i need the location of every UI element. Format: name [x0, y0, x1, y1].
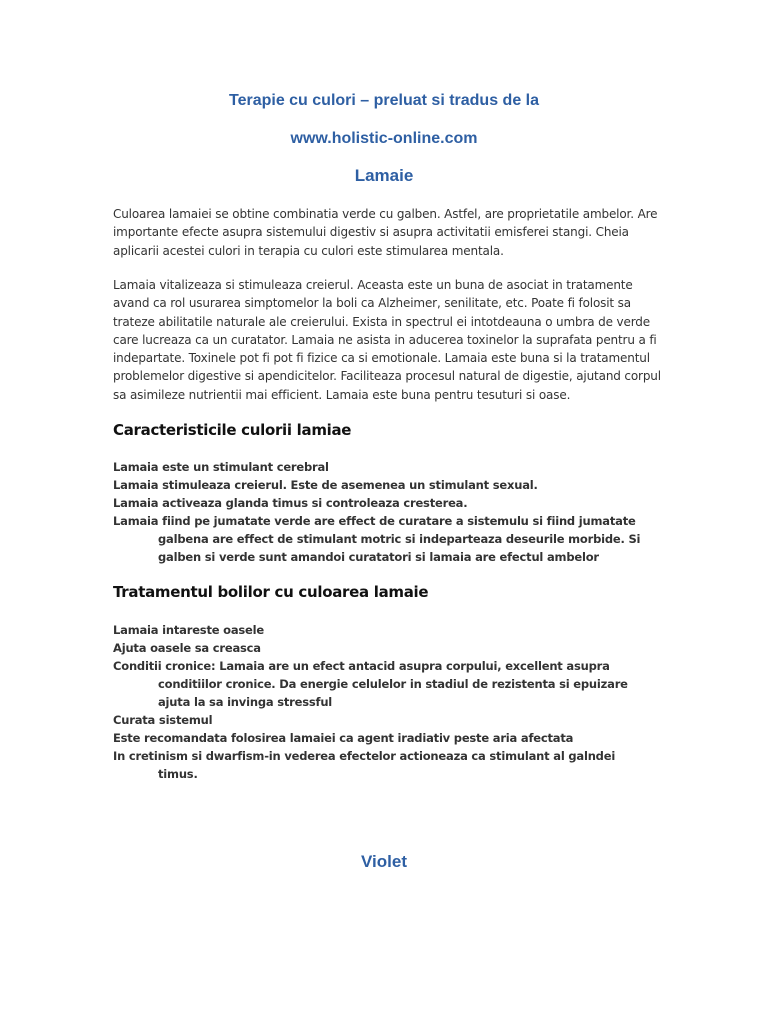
list-item: Curata sistemul [113, 713, 213, 727]
list-item: Lamaia intareste oasele [113, 623, 264, 637]
document-title: Terapie cu culori – preluat si tradus de la [228, 92, 540, 109]
heading-characteristics: Caracteristicile culorii lamiae [113, 421, 352, 439]
section-title-violet: Violet [361, 852, 407, 871]
heading-treatment: Tratamentul bolilor cu culoarea lamaie [113, 583, 429, 601]
list-item: Lamaia este un stimulant cerebral [113, 460, 329, 474]
treatment-list [113, 621, 658, 783]
list-item: Lamaia activeaza glanda timus si controleaza cresterea. [113, 496, 468, 510]
section-title-lamaie: Lamaie [354, 166, 414, 185]
list-item: Lamaia stimuleaza creierul. Este de asemenea un stimulant sexual. [113, 478, 538, 492]
characteristics-list [113, 458, 658, 566]
list-item: Conditii cronice: Lamaia are un efect antacid asupra corpului, excellent asupra conditiilor cronice. Da energie celulelor in stadiul de rezistenta si epuizare ajuta la sa invinga stressful [113, 659, 628, 709]
list-item: Lamaia fiind pe jumatate verde are effect de curatare a sistemulu si fiind jumatate galbena are effect de stimulant motric si indeparteaza deseurile morbide. Si galben si verde sunt amandoi curatatori si lamaia are efectul ambelor [113, 514, 641, 564]
list-item: Este recomandata folosirea lamaiei ca agent iradiativ peste aria afectata [113, 731, 574, 745]
paragraph-intro: Culoarea lamaiei se obtine combinatia verde cu galben. Astfel, are proprietatile ambelor. Are importante efecte asupra sistemului digestiv si asupra activitatii emisferei stangi. Cheia aplicarii acestei culori in terapia cu culori este stimularea mentala. [113, 207, 658, 258]
source-url: www.holistic-online.com [290, 130, 478, 147]
paragraph-details: Lamaia vitalizeaza si stimuleaza creierul. Aceasta este un buna de asociat in tratamente avand ca rol usurarea simptomelor la boli ca Alzheimer, senilitate, etc. Poate fi folosit sa trateze abilitatile naturale ale creierului. Exista in spectrul ei intotdeauna o umbra de verde care lucreaza ca un curatator. Lamaia ne asista in aducerea toxinelor la suprafata pentru a fi indepartate. Toxinele pot fi pot fi fizice ca si emotionale. Lamaia este buna si la tratamentul problemelor digestive si apendicitelor. Faciliteaza procesul natural de digestie, ajutand corpul sa asimileze nutrientii mai efficient. Lamaia este buna pentru tesuturi si oase. [113, 278, 661, 402]
list-item: In cretinism si dwarfism-in vederea efectelor actioneaza ca stimulant al galndei timus. [113, 749, 616, 781]
list-item: Ajuta oasele sa creasca [113, 641, 261, 655]
